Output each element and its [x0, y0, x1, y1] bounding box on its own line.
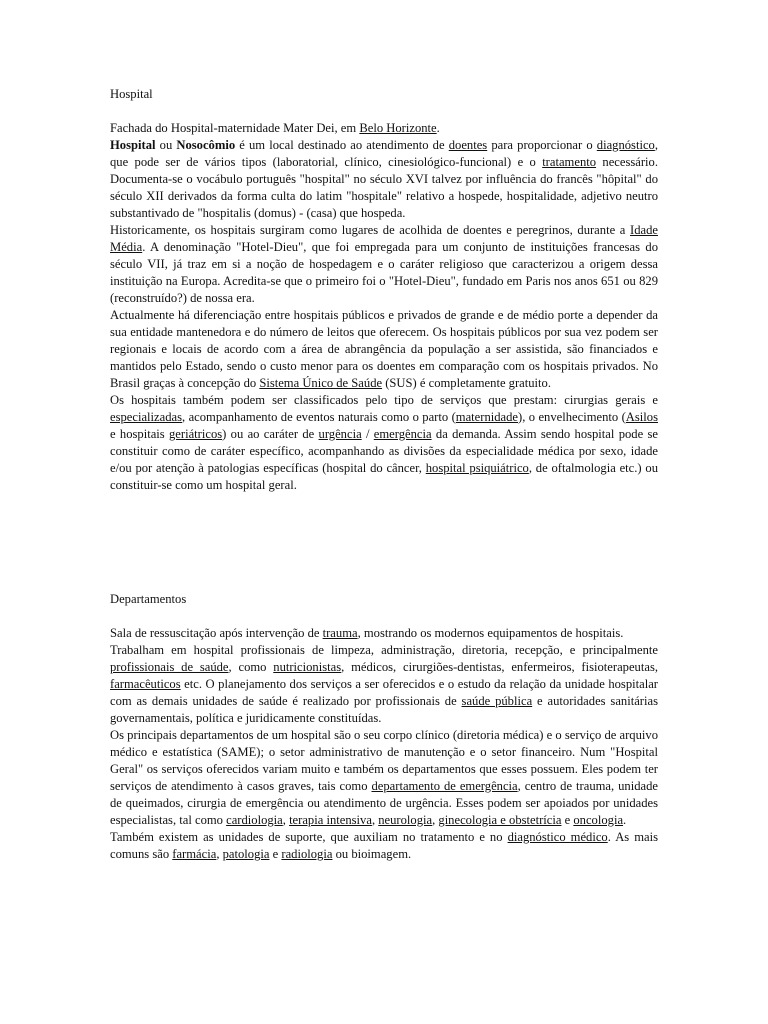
section-title-hospital: Hospital — [110, 87, 153, 101]
term-hospital: Hospital — [110, 138, 156, 152]
section-title-departamentos: Departamentos — [110, 592, 187, 606]
link-farmacia[interactable]: farmácia — [172, 847, 217, 861]
link-diagnostico-medico[interactable]: diagnóstico médico — [507, 830, 608, 844]
link-belo-horizonte[interactable]: Belo Horizonte — [359, 121, 437, 135]
link-ginecologia-e-obstetricia[interactable]: ginecologia e obstetrícia — [438, 813, 562, 827]
link-oncologia[interactable]: oncologia — [573, 813, 624, 827]
link-farmaceuticos[interactable]: farmacêuticos — [110, 677, 181, 691]
paragraph-classification: Os hospitais também podem ser classificados pelo tipo de serviços que prestam: cirurgias gerais e especializadas, acompanhamento de eventos naturais como o parto (maternidade), o envelhecimento (Asilos e hospitais geriátricos) ou ao caráter de urgência / emergência da demanda. Assim sendo hospital pode se constituir como de caráter específico, acompanhando as divisões da especialidade médica por sexo, idade e/ou por atenção à patologias específicas (hospital do câncer, hospital psiquiátrico, de oftalmologia etc.) ou constituir-se como um hospital geral. — [110, 393, 658, 492]
link-tratamento[interactable]: tratamento — [542, 155, 597, 169]
link-emergencia[interactable]: emergência — [373, 427, 432, 441]
link-maternidade[interactable]: maternidade — [455, 410, 519, 424]
link-idade-media[interactable]: Idade Média — [110, 223, 658, 254]
section-hospital-body — [110, 120, 658, 494]
link-neurologia[interactable]: neurologia — [378, 813, 433, 827]
link-cardiologia[interactable]: cardiologia — [226, 813, 283, 827]
link-urgencia[interactable]: urgência — [318, 427, 362, 441]
link-trauma[interactable]: trauma — [322, 626, 358, 640]
link-diagnostico[interactable]: diagnóstico — [596, 138, 655, 152]
link-especializadas[interactable]: especializadas — [110, 410, 183, 424]
link-nutricionistas[interactable]: nutricionistas — [273, 660, 342, 674]
paragraph-professionals: Trabalham em hospital profissionais de limpeza, administração, diretoria, recepção, e principalmente profissionais de saúde, como nutricionistas, médicos, cirurgiões-dentistas, enfermeiros, fisioterapeutas, farmacêuticos etc. O planejamento dos serviços a ser oferecidos e o estudo da relação da unidade hospitalar com as demais unidades de saúde é realizado por profissionais de saúde pública e autoridades sanitárias governamentais, política e juridicamente constituídas. — [110, 643, 658, 725]
link-patologia[interactable]: patologia — [222, 847, 270, 861]
paragraph-definition: Hospital ou Nosocômio é um local destinado ao atendimento de doentes para proporcionar o diagnóstico, que pode ser de vários tipos (laboratorial, clínico, cinesiológico-funcional) e o tratamento necessário. Documenta-se o vocábulo português "hospital" no século XVI talvez por influência do francês "hôpital" do século XII derivados da forma culta do latim "hospitale" relativo a hospede, hospitalidade, adjetivo neutro substantivado de "hospitalis (domus) - (casa) que hospeda. — [110, 138, 658, 220]
caption-text: Fachada do Hospital-maternidade Mater Dei, em — [110, 121, 360, 135]
term-nosocomio: Nosocômio — [176, 138, 236, 152]
link-geriatricos[interactable]: geriátricos — [169, 427, 223, 441]
link-doentes[interactable]: doentes — [448, 138, 488, 152]
link-sus[interactable]: Sistema Único de Saúde — [259, 376, 383, 390]
paragraph-support-units: Também existem as unidades de suporte, que auxiliam no tratamento e no diagnóstico médico. As mais comuns são farmácia, patologia e radiologia ou bioimagem. — [110, 830, 658, 861]
link-asilos[interactable]: Asilos — [625, 410, 658, 424]
paragraph-public-private: Actualmente há diferenciação entre hospitais públicos e privados de grande e de médio porte a depender da sua entidade mantenedora e do número de leitos que oferecem. Os hospitais públicos por sua vez podem ser regionais e locais de acordo com a área de abrangência da população a ser assistida, são financiados e mantidos pelo Estado, sendo o custo menor para os doentes em comparação com os hospitais privados. No Brasil graças à concepção do Sistema Único de Saúde (SUS) é completamente gratuito. — [110, 308, 658, 390]
link-profissionais-de-saude[interactable]: profissionais de saúde — [110, 660, 229, 674]
link-terapia-intensiva[interactable]: terapia intensiva — [289, 813, 372, 827]
paragraph-history: Historicamente, os hospitais surgiram como lugares de acolhida de doentes e peregrinos, durante a Idade Média. A denominação "Hotel-Dieu", que foi empregada para um conjunto de instituições francesas do século VII, já traz em si a noção de hospedagem e o caráter religioso que caracterizou a origem dessa instituição na Europa. Acredita-se que o primeiro foi o "Hotel-Dieu", fundado em Paris nos anos 651 ou 829 (reconstruído?) de nossa era. — [110, 223, 658, 305]
image-caption-trauma: Sala de ressuscitação após intervenção de trauma, mostrando os modernos equipamentos de hospitais. — [110, 626, 624, 640]
link-saude-publica[interactable]: saúde pública — [461, 694, 533, 708]
section-departamentos-body — [110, 625, 658, 863]
link-hospital-psiquiatrico[interactable]: hospital psiquiátrico — [425, 461, 529, 475]
link-departamento-de-emergencia[interactable]: departamento de emergência — [371, 779, 518, 793]
link-radiologia[interactable]: radiologia — [281, 847, 333, 861]
image-caption: Fachada do Hospital-maternidade Mater Dei, em Belo Horizonte. — [110, 121, 440, 135]
paragraph-departments: Os principais departamentos de um hospital são o seu corpo clínico (diretoria médica) e o serviço de arquivo médico e estatística (SAME); o setor administrativo de manutenção e o setor financeiro. Num "Hospital Geral" os serviços oferecidos variam muito e também os departamentos que esses possuem. Eles podem ter serviços de atendimento à casos graves, tais como departamento de emergência, centro de trauma, unidade de queimados, cirurgia de emergência ou atendimento de urgência. Esses podem ser apoiados por unidades especialistas, tal como cardiologia, terapia intensiva, neurologia, ginecologia e obstetrícia e oncologia. — [110, 728, 658, 827]
